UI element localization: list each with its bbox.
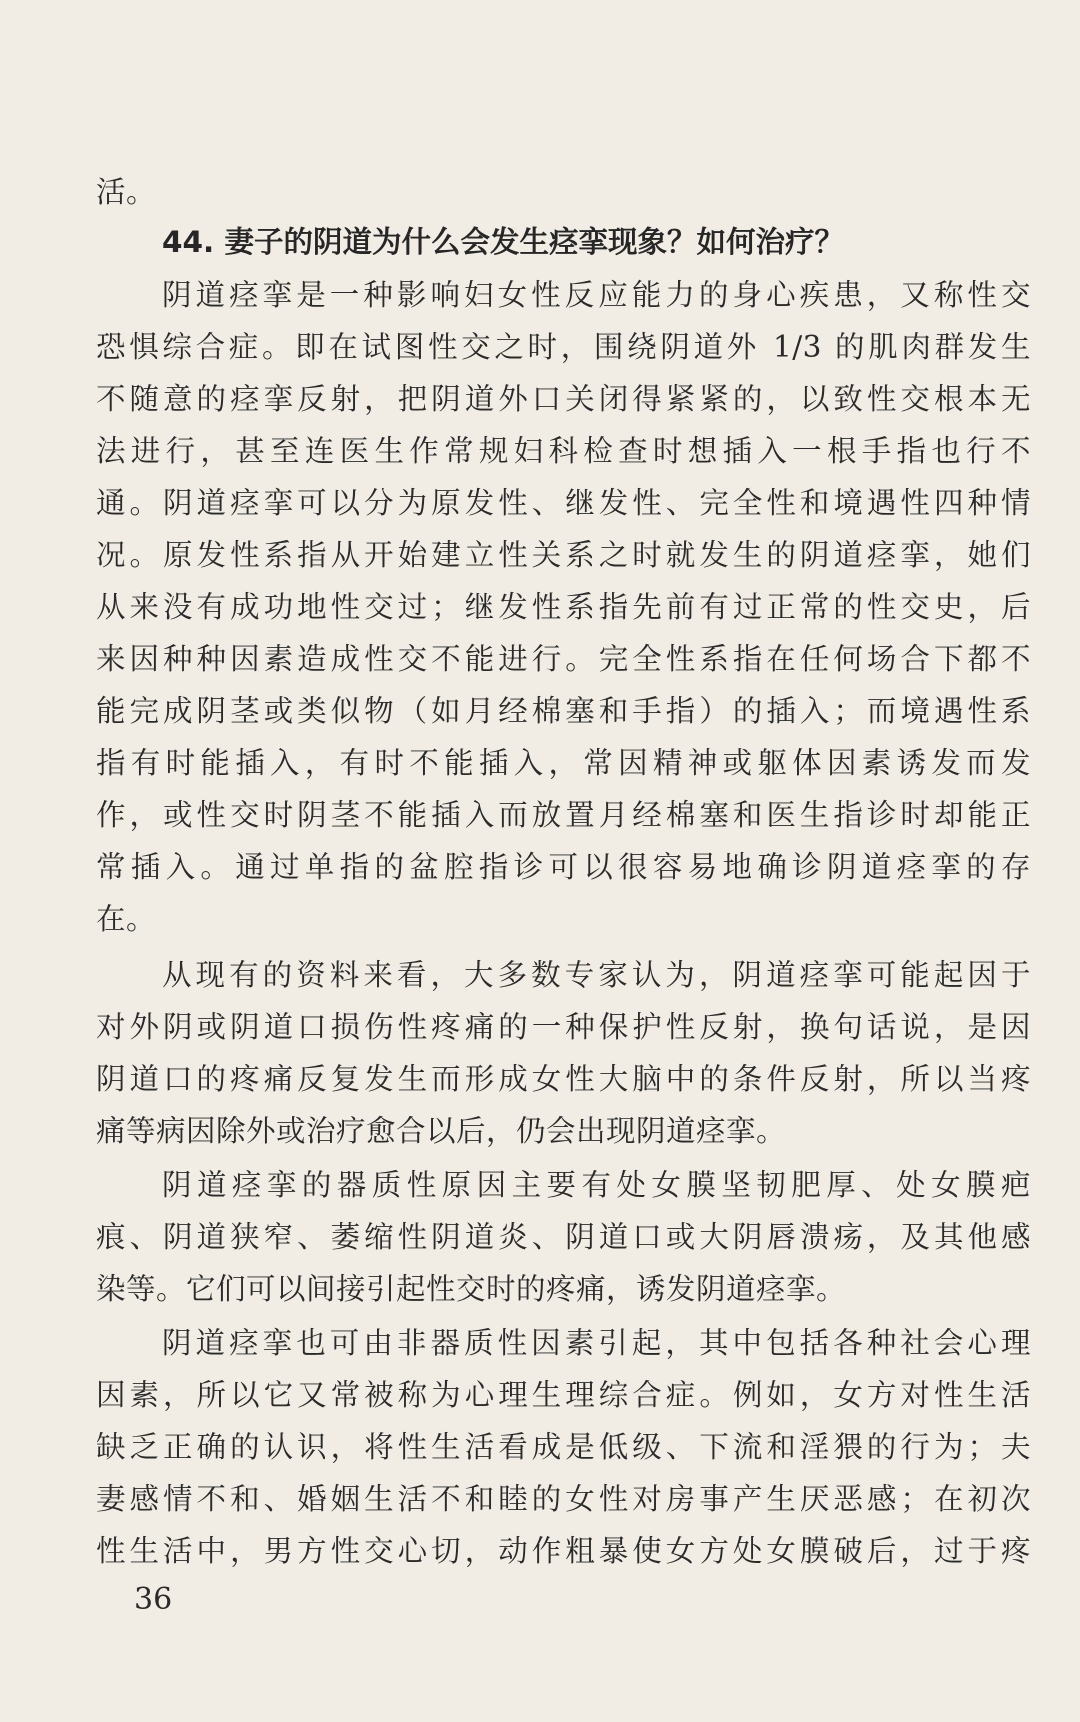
text-line: 痕、阴道狭窄、萎缩性阴道炎、阴道口或大阴唇溃疡，及其他感 [96, 1220, 1031, 1254]
text-line: 况。原发性系指从开始建立性关系之时就发生的阴道痉挛，她们 [96, 538, 1031, 572]
text-line: 常插入。通过单指的盆腔指诊可以很容易地确诊阴道痉挛的存 [96, 850, 1031, 884]
text-line: 性生活中，男方性交心切，动作粗暴使女方处女膜破后，过于疼 [96, 1534, 1031, 1568]
text-line: 对外阴或阴道口损伤性疼痛的一种保护性反射，换句话说，是因 [96, 1010, 1031, 1044]
text-line: 阴道口的疼痛反复发生而形成女性大脑中的条件反射，所以当疼 [96, 1062, 1031, 1096]
text-line: 不随意的痉挛反射，把阴道外口关闭得紧紧的，以致性交根本无 [96, 382, 1031, 416]
text-line: 阴道痉挛的器质性原因主要有处女膜坚韧肥厚、处女膜疤 [162, 1168, 1031, 1202]
text-line: 阴道痉挛是一种影响妇女性反应能力的身心疾患，又称性交 [162, 278, 1031, 312]
text-line: 能完成阴茎或类似物（如月经棉塞和手指）的插入；而境遇性系 [96, 694, 1031, 728]
page-number: 36 [134, 1582, 173, 1617]
text-line: 通。阴道痉挛可以分为原发性、继发性、完全性和境遇性四种情 [96, 486, 1031, 520]
text-line: 恐惧综合症。即在试图性交之时，围绕阴道外 1/3 的肌肉群发生 [96, 330, 1031, 364]
text-line: 活。 [96, 175, 157, 209]
text-line: 从来没有成功地性交过；继发性系指先前有过正常的性交史，后 [96, 590, 1031, 624]
text-line: 妻感情不和、婚姻生活不和睦的女性对房事产生厌恶感；在初次 [96, 1482, 1031, 1516]
text-line: 染等。它们可以间接引起性交时的疼痛，诱发阴道痉挛。 [96, 1272, 847, 1306]
text-line: 指有时能插入，有时不能插入，常因精神或躯体因素诱发而发 [96, 746, 1031, 780]
text-line: 作，或性交时阴茎不能插入而放置月经棉塞和医生指诊时却能正 [96, 798, 1031, 832]
text-line: 法进行，甚至连医生作常规妇科检查时想插入一根手指也行不 [96, 434, 1031, 468]
text-line: 来因种种因素造成性交不能进行。完全性系指在任何场合下都不 [96, 642, 1031, 676]
text-line: 因素，所以它又常被称为心理生理综合症。例如，女方对性生活 [96, 1378, 1031, 1412]
text-line: 阴道痉挛也可由非器质性因素引起，其中包括各种社会心理 [162, 1326, 1031, 1360]
text-line: 从现有的资料来看，大多数专家认为，阴道痉挛可能起因于 [162, 958, 1031, 992]
text-line: 缺乏正确的认识，将性生活看成是低级、下流和淫猥的行为；夫 [96, 1430, 1031, 1464]
text-line: 痛等病因除外或治疗愈合以后，仍会出现阴道痉挛。 [96, 1114, 787, 1148]
text-line: 在。 [96, 902, 157, 936]
section-heading: 44. 妻子的阴道为什么会发生痉挛现象？如何治疗？ [162, 225, 845, 259]
